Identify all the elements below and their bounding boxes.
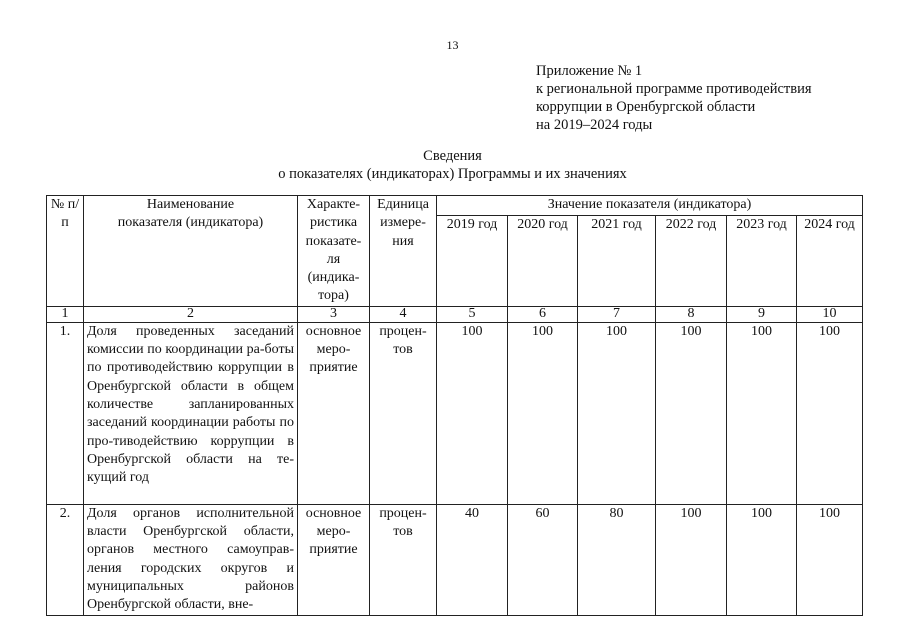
- header-year: 2023 год: [727, 216, 797, 306]
- row-value: 40: [437, 504, 508, 615]
- page-number: 13: [446, 38, 459, 52]
- row-num: 2.: [47, 504, 84, 615]
- appendix-line: к региональной программе противодействия: [536, 81, 812, 97]
- column-number: 1: [47, 306, 84, 322]
- row-value: 100: [656, 322, 727, 504]
- column-number: 5: [437, 306, 508, 322]
- row-value: 100: [797, 504, 863, 615]
- row-indicator-name: Доля проведенных заседаний комиссии по координации ра-боты по противодействию коррупции в Оренбургской области в общем количестве запланированных заседаний координации работы по про-тиводействию коррупции в Оренбургской области на те-кущий год: [84, 322, 298, 504]
- header-year: 2019 год: [437, 216, 508, 306]
- header-char: Характе-ристика показате-ля (индика-тора): [298, 196, 370, 307]
- header-year: 2020 год: [508, 216, 578, 306]
- row-num: 1.: [47, 322, 84, 504]
- appendix-header: [536, 62, 812, 134]
- row-value: 100: [727, 322, 797, 504]
- row-value: 100: [727, 504, 797, 615]
- header-unit: Единица измере-ния: [370, 196, 437, 307]
- row-unit: процен-тов: [370, 504, 437, 615]
- title-line: о показателях (индикаторах) Программы и их значениях: [278, 166, 627, 182]
- indicators-table: [46, 195, 863, 616]
- column-number: 6: [508, 306, 578, 322]
- row-value: 100: [656, 504, 727, 615]
- row-value: 100: [508, 322, 578, 504]
- header-name: Наименование показателя (индикатора): [84, 196, 298, 307]
- header-value-group: Значение показателя (индикатора): [437, 196, 863, 216]
- column-number: 9: [727, 306, 797, 322]
- column-number: 10: [797, 306, 863, 322]
- column-number: 4: [370, 306, 437, 322]
- row-characteristic: основное меро-приятие: [298, 504, 370, 615]
- row-unit: процен-тов: [370, 322, 437, 504]
- row-characteristic: основное меро-приятие: [298, 322, 370, 504]
- row-value: 100: [437, 322, 508, 504]
- column-number: 8: [656, 306, 727, 322]
- column-number: 7: [578, 306, 656, 322]
- column-number: 3: [298, 306, 370, 322]
- header-year: 2022 год: [656, 216, 727, 306]
- document-title: [0, 147, 905, 183]
- row-value: 80: [578, 504, 656, 615]
- header-year: 2021 год: [578, 216, 656, 306]
- row-value: 100: [797, 322, 863, 504]
- table-row: [47, 322, 863, 504]
- row-value: 60: [508, 504, 578, 615]
- row-indicator-name: Доля органов исполнительной власти Оренбургской области, органов местного самоуправ-ления городских округов и муниципальных районов Оренбургской области, вне-: [84, 504, 298, 615]
- title-line: Сведения: [423, 148, 482, 164]
- column-number: 2: [84, 306, 298, 322]
- table-row: [47, 504, 863, 615]
- appendix-line: на 2019–2024 годы: [536, 117, 653, 133]
- header-num: № п/п: [47, 196, 84, 307]
- header-year: 2024 год: [797, 216, 863, 306]
- appendix-line: Приложение № 1: [536, 63, 643, 79]
- appendix-line: коррупции в Оренбургской области: [536, 99, 756, 115]
- row-value: 100: [578, 322, 656, 504]
